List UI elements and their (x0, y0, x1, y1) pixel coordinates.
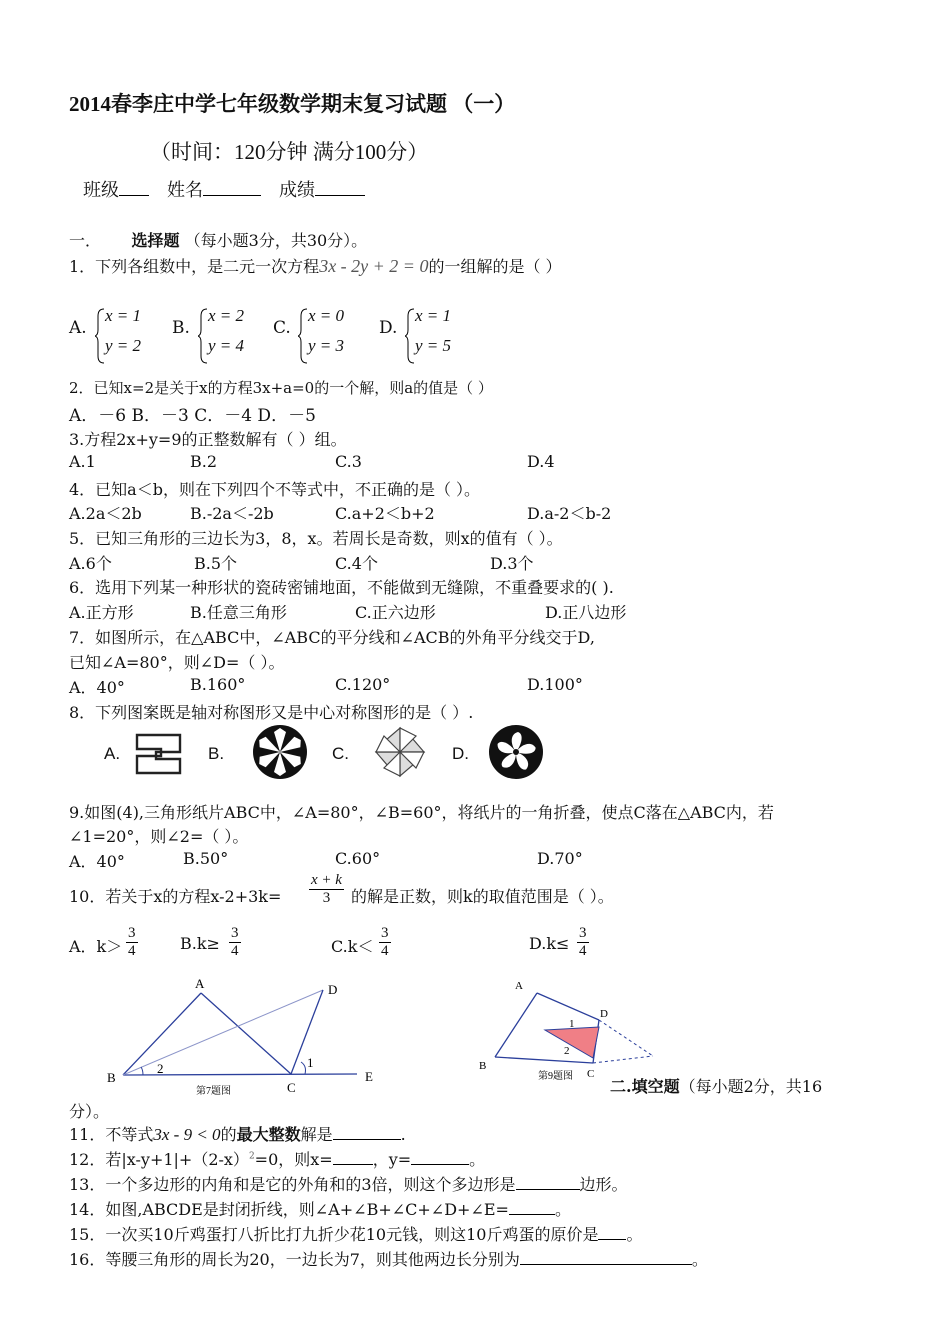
q3-option-a: A.1 (69, 452, 96, 471)
q6-stem: 6．选用下列某一种形状的瓷砖密铺地面，不能做到无缝隙，不重叠要求的( ). (69, 578, 614, 597)
section2-title: 二.填空题 (610, 1077, 680, 1096)
line-bd (123, 990, 323, 1075)
q7-option-c: C.120° (335, 675, 391, 694)
q16 (69, 1247, 708, 1270)
q7-stem-line2: 已知∠A=80°，则∠D=（ ）。 (69, 653, 285, 672)
q1-stem (69, 254, 562, 277)
q4-option-d: D.a-2＜b-2 (527, 504, 612, 523)
q6-option-d: D.正八边形 (545, 603, 627, 622)
exam-subtitle: （时间：120分钟 满分100分） (150, 140, 429, 164)
q1-b-eq1: x = 2 (208, 306, 245, 325)
q10-fraction-numerator: x + k (311, 872, 342, 888)
q1-option-a-label: A. (69, 318, 87, 338)
q14-answer-blank[interactable] (509, 1198, 555, 1215)
q1-c-eq1: x = 0 (308, 306, 345, 325)
q7-option-b: B.160° (190, 675, 246, 694)
fraction-numerator: 3 (381, 925, 389, 941)
q13-answer-blank[interactable] (516, 1173, 580, 1190)
label-e: E (365, 1069, 373, 1084)
section2-heading (610, 1074, 822, 1097)
q10-option-d-fraction (577, 925, 589, 960)
q10-option-b: B.k≥ (180, 934, 220, 953)
q1-d-eq1: x = 1 (415, 306, 452, 325)
q10-stem-pre: 10．若关于x的方程x-2+3k= (69, 887, 282, 906)
name-blank[interactable] (203, 177, 261, 196)
q4-option-a: A.2a＜2b (69, 504, 142, 523)
q12-y-blank[interactable] (411, 1148, 469, 1165)
name-label: 姓名 (167, 180, 203, 200)
q12 (69, 1147, 485, 1170)
q13-post: 边形。 (579, 1175, 628, 1194)
q10-fraction-denominator: 3 (322, 890, 331, 906)
page-title: 2014春李庄中学七年级数学期末复习试题 （一） (69, 92, 516, 116)
q11-inequality: 3x - 9 < 0 (153, 1125, 221, 1144)
class-blank[interactable] (119, 177, 149, 196)
q1-b-eq2: y = 4 (208, 336, 245, 355)
q1-a-eq2: y = 2 (105, 336, 142, 355)
q10-option-a-fraction (126, 925, 138, 960)
label-b: B (107, 1070, 116, 1085)
q10-option-c: C.k＜ (331, 937, 374, 956)
q4-stem: 4．已知a＜b，则在下列四个不等式中，不正确的是（ ）。 (69, 480, 481, 499)
flower-icon (488, 724, 544, 780)
q16-post: 。 (691, 1250, 708, 1269)
fraction-numerator: 3 (128, 925, 136, 941)
q8-option-c-label: C. (332, 744, 349, 763)
dashed-line-top (599, 1020, 653, 1056)
brace-icon (95, 308, 105, 364)
q1-option-c-label: C. (273, 318, 291, 338)
line-bc (495, 1057, 593, 1063)
q5-option-d: D.3个 (490, 554, 534, 573)
section2-note: （每小题2分，共16 (679, 1077, 823, 1096)
q4-option-b: B.-2a＜-2b (190, 504, 274, 523)
pinwheel-icon (372, 724, 428, 780)
q9-option-c: C.60° (335, 849, 381, 868)
dashed-line-bottom (593, 1056, 653, 1063)
angle-arc (301, 1062, 306, 1074)
q1-option-b-label: B. (172, 318, 190, 338)
q12-superscript: 2 (248, 1151, 255, 1162)
q1-stem-pre: 1．下列各组数中，是二元一次方程 (69, 257, 320, 276)
q12-post: 。 (469, 1150, 486, 1169)
q16-pre: 16．等腰三角形的周长为20，一边长为7，则其他两边长分别为 (69, 1250, 520, 1269)
q11: 11．不等式3x - 9 < 0的最大整数解是 . (69, 1125, 406, 1144)
q8-option-d-label: D. (452, 744, 469, 763)
fraction-numerator: 3 (231, 925, 239, 941)
q8-option-a-label: A. (104, 744, 121, 763)
q9-option-b: B.50° (183, 849, 229, 868)
label-a: A (195, 976, 205, 991)
label-d: D (600, 1008, 608, 1020)
q11-mid: 的 (220, 1125, 237, 1144)
fraction-denominator: 4 (128, 943, 136, 959)
label-angle-1: 1 (307, 1055, 314, 1070)
q9-stem-line1: 9.如图(4),三角形纸片ABC中，∠A=80°，∠B=60°，将纸片的一角折叠，使点C落在△ABC内，若 (69, 803, 774, 822)
brace-icon (298, 308, 308, 364)
q8-patterns (100, 722, 560, 782)
q15-answer-blank[interactable] (598, 1223, 626, 1240)
section1-number: 一． (69, 231, 102, 250)
q10-stem-post: 的解是正数，则k的取值范围是（ ）。 (351, 887, 614, 906)
q11-answer-blank[interactable] (333, 1123, 401, 1140)
q15-post: 。 (626, 1225, 643, 1244)
q11-pre: 11．不等式 (69, 1125, 154, 1144)
q8-stem: 8．下列图案既是轴对称图形又是中心对称图形的是（ ）. (69, 703, 474, 722)
q10-option-b-fraction (229, 925, 241, 960)
q3-option-c: C.3 (335, 452, 362, 471)
label-b: B (479, 1060, 487, 1072)
pattern-a-icon (134, 732, 184, 776)
score-blank[interactable] (315, 177, 365, 196)
q14-pre: 14．如图,ABCDE是封闭折线，则∠A+∠B+∠C+∠D+∠E= (69, 1200, 509, 1219)
class-label: 班级 (83, 180, 119, 200)
q5-option-a: A.6个 (69, 554, 112, 573)
q13-pre: 13．一个多边形的内角和是它的外角和的3倍，则这个多边形是 (69, 1175, 516, 1194)
q3-stem: 3.方程2x+y=9的正整数解有（ ）组。 (69, 430, 347, 449)
q2-stem: 2．已知x=2是关于x的方程3x+a=0的一个解，则a的值是（ ） (69, 379, 493, 397)
figure-9-diagram (475, 975, 665, 1090)
student-info-row (83, 176, 365, 202)
label-a: A (515, 980, 523, 992)
q12-x-blank[interactable] (333, 1148, 373, 1165)
q1-equation: 3x - 2y + 2 = 0 (319, 256, 429, 276)
q6-option-b: B.任意三角形 (190, 603, 287, 622)
q1-stem-post: 的一组解的是（ ） (428, 257, 562, 276)
q5-option-b: B.5个 (194, 554, 238, 573)
q12-mid: =0，则x= (254, 1150, 333, 1169)
brace-icon (198, 308, 208, 364)
q1-c-eq2: y = 3 (308, 336, 345, 355)
q11-bold: 最大整数 (236, 1125, 301, 1144)
q1-option-d-label: D. (379, 318, 398, 338)
line-ad (537, 993, 599, 1020)
q15 (69, 1222, 642, 1245)
section1-title: 选择题 (131, 231, 180, 250)
fraction-denominator: 4 (579, 943, 587, 959)
q7-option-a: A．40° (69, 678, 125, 697)
q6-option-c: C.正六边形 (355, 603, 436, 622)
q9-option-a: A．40° (69, 852, 125, 871)
q11-post: 解是 (300, 1125, 333, 1144)
q8-option-b-label: B. (208, 744, 225, 763)
q14 (69, 1197, 571, 1220)
q14-post: 。 (554, 1200, 571, 1219)
q7-stem-line1: 7．如图所示，在△ABC中，∠ABC的平分线和∠ACB的外角平分线交于D, (69, 628, 595, 647)
q4-option-c: C.a+2＜b+2 (335, 504, 435, 523)
angle-arc (141, 1067, 143, 1075)
figure-9-caption: 第9题图 (538, 1071, 573, 1082)
q5-option-c: C.4个 (335, 554, 378, 573)
q6-option-a: A.正方形 (69, 603, 134, 622)
section2-heading-cont: 分）。 (69, 1102, 110, 1121)
folded-triangle (545, 1027, 599, 1058)
line-ab (495, 993, 537, 1057)
q5-stem: 5．已知三角形的三边长为3，8，x。若周长是奇数，则x的值有（ ）。 (69, 529, 563, 548)
q15-pre: 15．一次买10斤鸡蛋打八折比打九折少花10元钱，则这10斤鸡蛋的原价是 (69, 1225, 599, 1244)
q7-option-d: D.100° (527, 675, 583, 694)
label-angle-2: 2 (157, 1061, 164, 1076)
fraction-denominator: 4 (231, 943, 239, 959)
q9-option-d: D.70° (537, 849, 583, 868)
section1-heading (69, 228, 367, 251)
label-c: C (287, 1080, 296, 1095)
q10-option-c-fraction (379, 925, 391, 960)
q9-stem-line2: ∠1=20°，则∠2=（ ）。 (69, 827, 249, 846)
score-label: 成绩 (279, 180, 315, 200)
section1-note: （每小题3分，共30分）。 (184, 231, 368, 250)
q3-option-b: B.2 (190, 452, 218, 471)
q10-fraction (309, 872, 344, 907)
pattern-b-icon (252, 724, 308, 780)
figure-7-diagram (95, 970, 395, 1100)
brace-icon (405, 308, 415, 364)
q1-d-eq2: y = 5 (415, 336, 452, 355)
q3-option-d: D.4 (527, 452, 555, 471)
q16-answer-blank[interactable] (520, 1248, 692, 1265)
fraction-numerator: 3 (579, 925, 587, 941)
q2-options: A．－6 B．－3 C．－4 D．－5 (69, 406, 316, 426)
label-d: D (328, 982, 338, 997)
q12-mid2: ，y= (372, 1150, 412, 1169)
label-c: C (587, 1068, 595, 1080)
q1-a-eq1: x = 1 (105, 306, 142, 325)
q10-option-a: A．k＞ (69, 937, 123, 956)
figure-7-caption: 第7题图 (196, 1086, 231, 1097)
q12-pre: 12．若|x-y+1|+（2-x） (69, 1150, 249, 1169)
label-angle-1: 1 (569, 1018, 575, 1030)
q10-option-d: D.k≤ (529, 934, 570, 953)
q13 (69, 1172, 628, 1195)
label-angle-2: 2 (564, 1045, 570, 1057)
fraction-denominator: 4 (381, 943, 389, 959)
line-ac (201, 993, 291, 1074)
